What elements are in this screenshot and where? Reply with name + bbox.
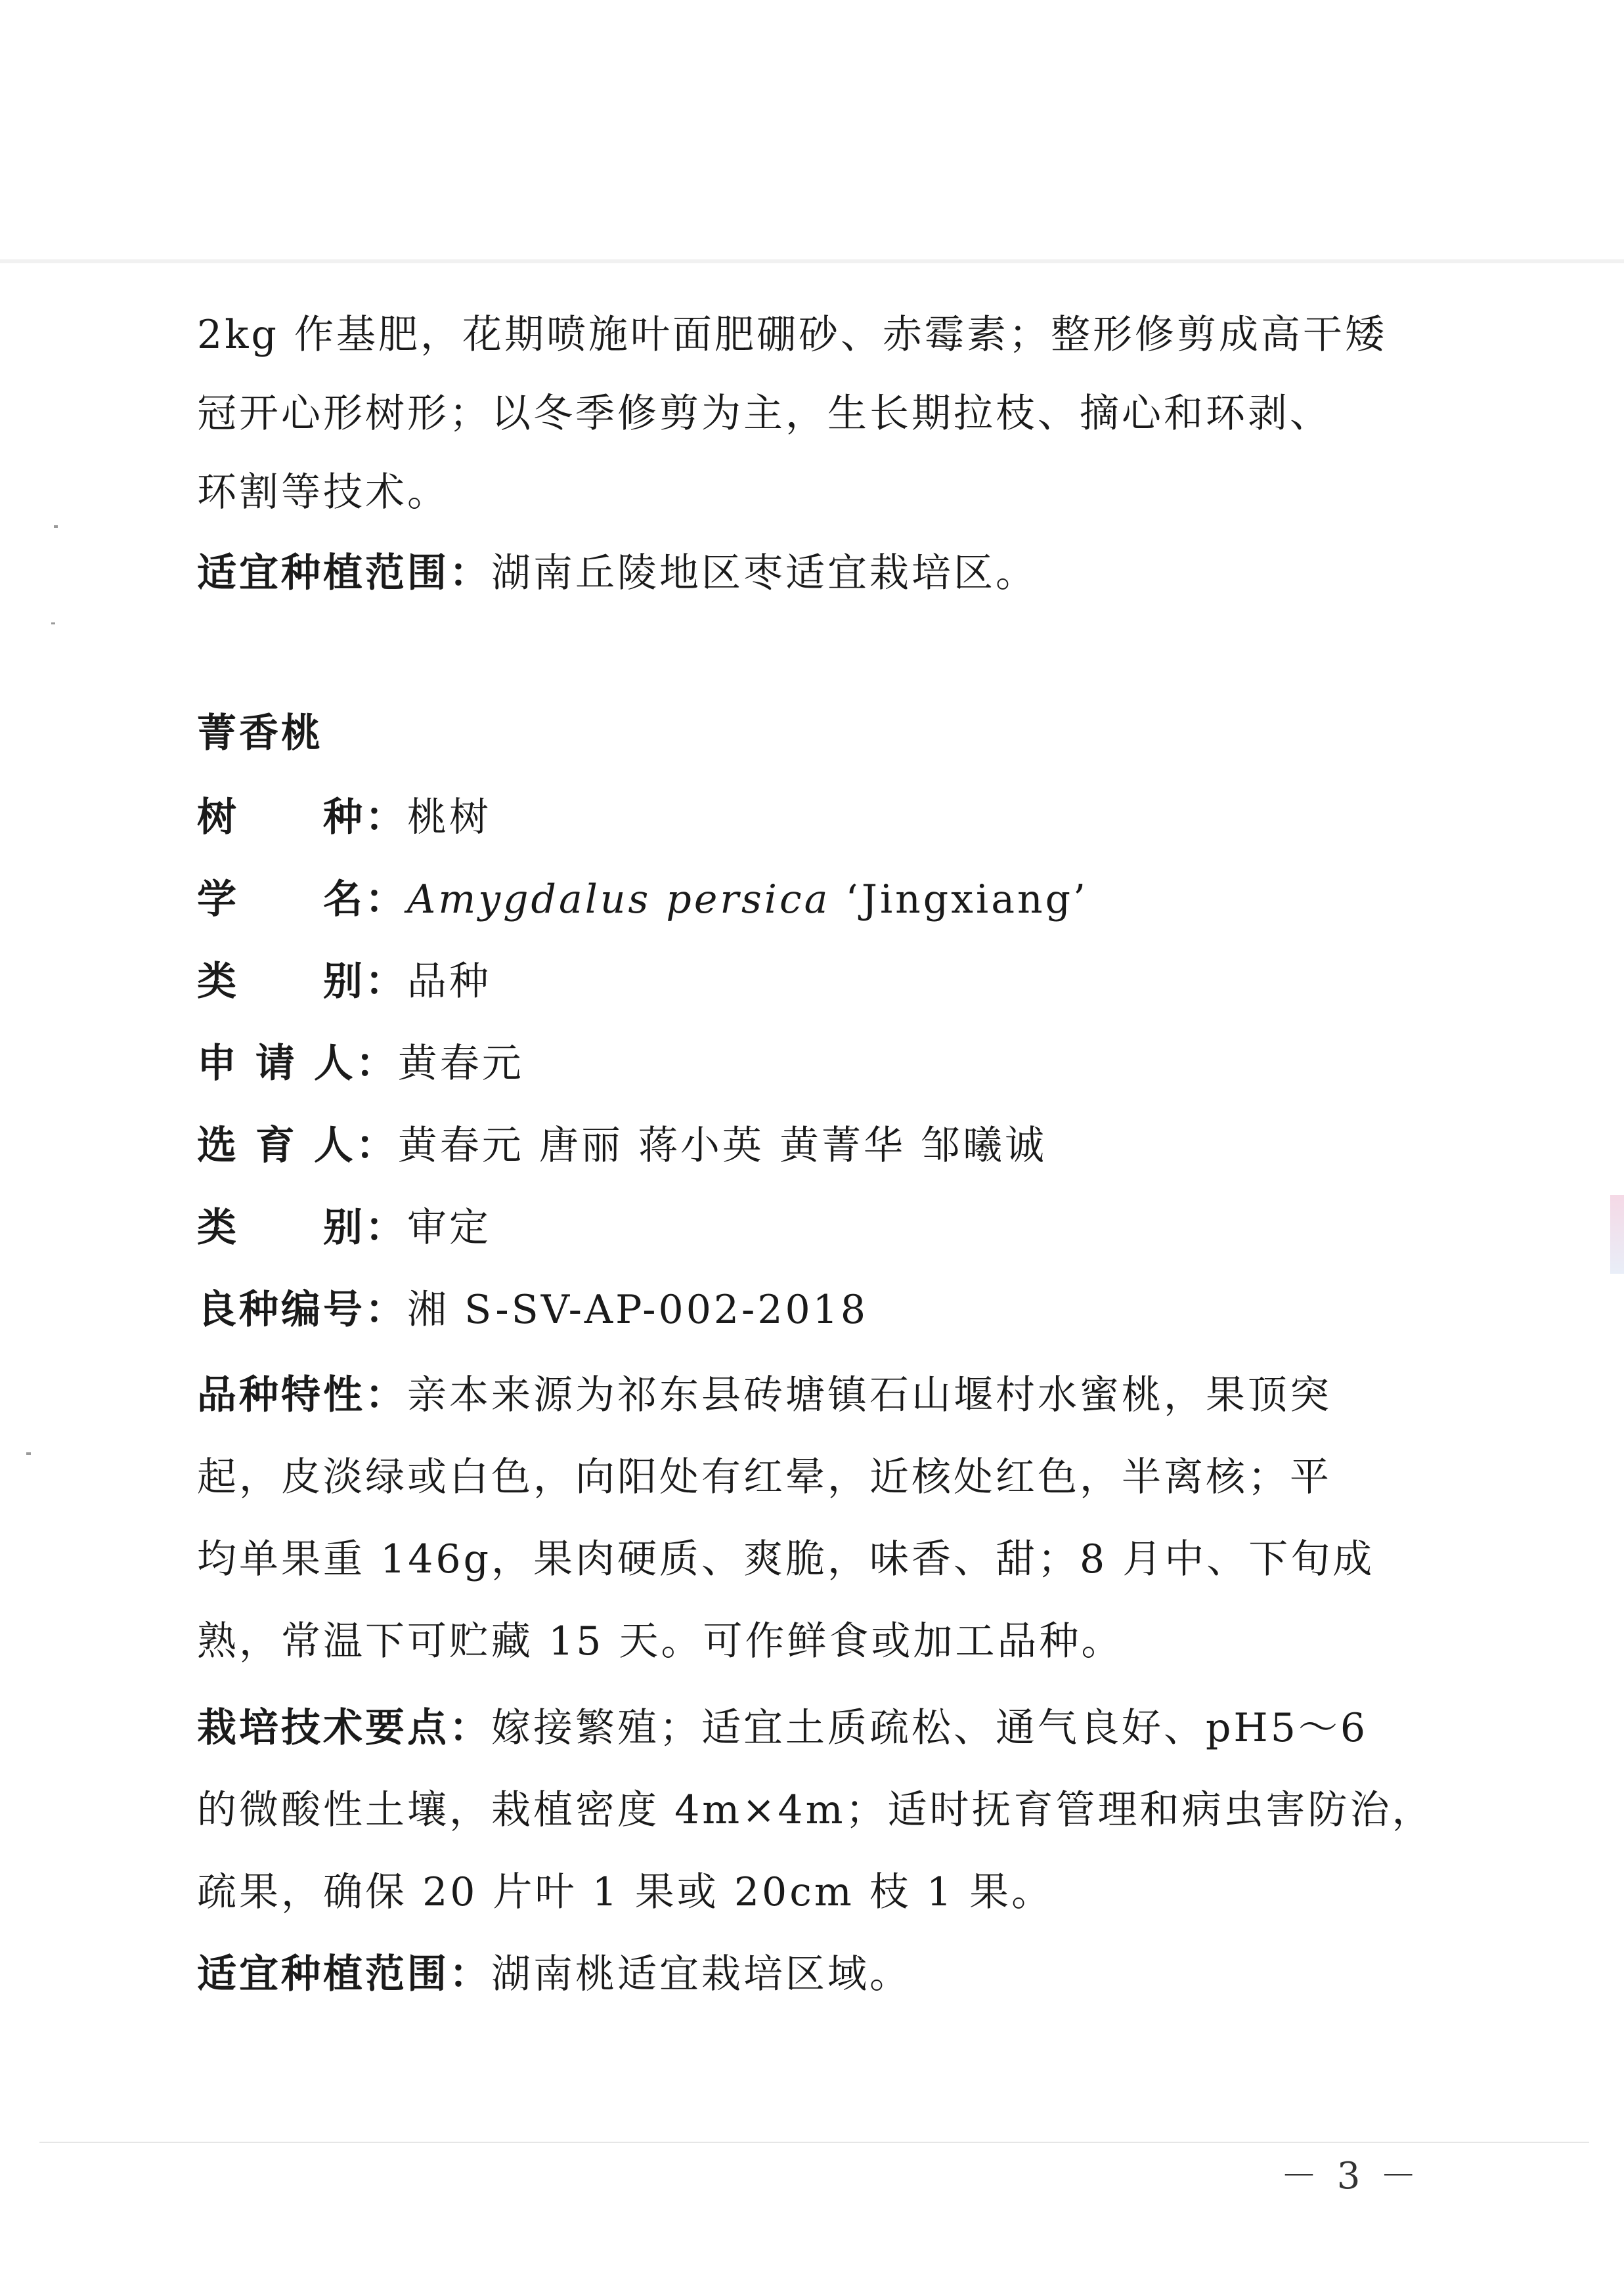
entry-title: 菁香桃 [197, 710, 323, 756]
traits-line-1 [197, 1369, 1445, 1421]
range-row [197, 1948, 1445, 2001]
number-label: 良种编号： [197, 1287, 407, 1333]
scan-speck [54, 525, 58, 528]
approval-value: 审定 [407, 1205, 491, 1251]
prev-range-value: 湖南丘陵地区枣适宜栽培区。 [491, 550, 1038, 596]
category-value: 品种 [407, 959, 491, 1005]
category-row [197, 955, 1445, 1008]
sci-name-label: 学 名： [197, 877, 407, 922]
applicant-value: 黄春元 [397, 1041, 524, 1087]
cultivation-label: 栽培技术要点： [197, 1705, 491, 1751]
category-label: 类 别： [197, 959, 407, 1005]
traits-line-4: 熟，常温下可贮藏 15 天。可作鲜食或加工品种。 [197, 1618, 1124, 1664]
traits-line-3: 均单果重 146g，果肉硬质、爽脆，味香、甜；8 月中、下旬成 [197, 1536, 1375, 1582]
breeders-label: 选 育 人： [197, 1123, 398, 1169]
traits-label: 品种特性： [197, 1372, 407, 1418]
scan-edge-mark [1610, 1195, 1624, 1274]
number-value: 湘 S-SV-AP-002-2018 [407, 1287, 869, 1333]
applicant-row [197, 1037, 1445, 1090]
sci-name-cultivar: ‘Jingxiang’ [845, 877, 1089, 922]
prev-cultivation-line-1: 2kg 作基肥，花期喷施叶面肥硼砂、赤霉素；整形修剪成高干矮 [197, 312, 1388, 358]
approval-row [197, 1202, 1445, 1254]
species-label: 树 种： [197, 794, 407, 840]
traits-text-1: 亲本来源为祁东县砖塘镇石山堰村水蜜桃，果顶突 [407, 1372, 1332, 1418]
footer-rule [39, 2142, 1589, 2143]
breeders-value: 黄春元 唐丽 蒋小英 黄菁华 邹曦诚 [397, 1123, 1047, 1169]
traits-line-2: 起，皮淡绿或白色，向阳处有红晕，近核处红色，半离核；平 [197, 1454, 1332, 1500]
breeders-row [197, 1119, 1445, 1172]
species-value: 桃树 [407, 794, 491, 840]
prev-cultivation-line-2: 冠开心形树形；以冬季修剪为主，生长期拉枝、摘心和环剥、 [197, 391, 1332, 437]
species-row [197, 791, 1445, 844]
number-row [197, 1284, 1445, 1336]
prev-cultivation-line-3: 环割等技术。 [197, 469, 449, 515]
range-value: 湖南桃适宜栽培区域。 [491, 1951, 911, 1997]
prev-range-line [197, 547, 1445, 599]
scan-speck [51, 622, 55, 624]
scan-band [0, 259, 1624, 263]
range-label: 适宜种植范围： [197, 1951, 491, 1997]
applicant-label: 申 请 人： [197, 1041, 398, 1087]
prev-range-label: 适宜种植范围： [197, 550, 491, 596]
sci-name-row [197, 873, 1445, 926]
cultivation-text-1: 嫁接繁殖；适宜土质疏松、通气良好、pH5～6 [491, 1705, 1369, 1751]
scan-speck [26, 1452, 31, 1455]
page-number: － 3 － [1281, 2155, 1421, 2198]
sci-name-italic: Amygdalus persica [407, 877, 831, 922]
cultivation-line-2: 的微酸性土壤，栽植密度 4m×4m；适时抚育管理和病虫害防治， [197, 1787, 1434, 1833]
cultivation-line-3: 疏果，确保 20 片叶 1 果或 20cm 枝 1 果。 [197, 1869, 1054, 1915]
cultivation-line-1 [197, 1702, 1445, 1754]
approval-label: 类 别： [197, 1205, 407, 1251]
